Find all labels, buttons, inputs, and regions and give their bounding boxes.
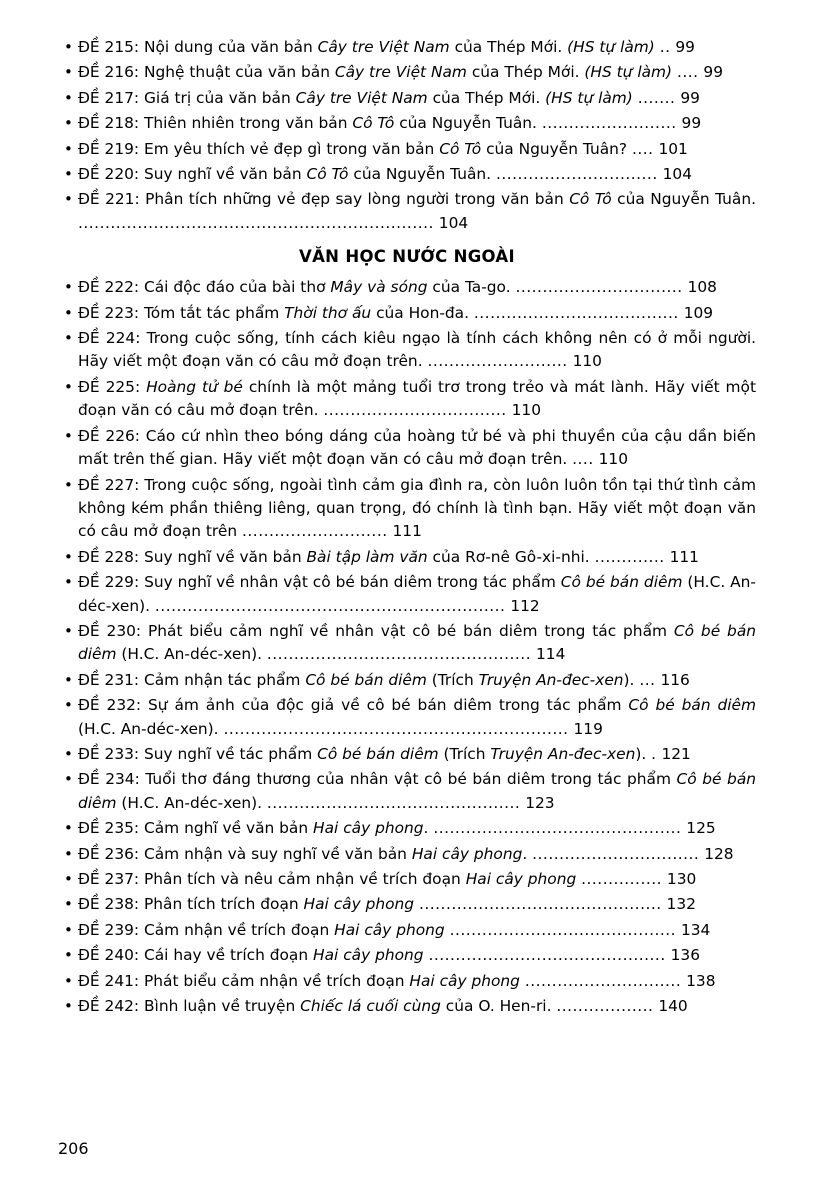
- toc-entry-label: ĐỀ 226:: [78, 426, 140, 445]
- list-item[interactable]: [58, 425, 756, 472]
- bullet-icon: [58, 694, 78, 717]
- list-item[interactable]: [58, 571, 756, 618]
- toc-entry-label: ĐỀ 215:: [78, 38, 140, 56]
- leader-dots: ..............................................: [433, 819, 682, 838]
- toc-entry: ĐỀ 227: Trong cuộc sống, ngoài tình cảm gia đình ra, còn luôn luôn tồn tại thứ tình cảm không kém phần thiêng liêng, quan trọng, đó chính là tình bạn. Hãy viết một đoạn văn có câu mở đoạn trên ........................... 111: [78, 475, 756, 541]
- leader-dots: ...: [639, 670, 656, 689]
- bullet-icon: [58, 817, 78, 840]
- leader-dots: ...............................: [532, 844, 700, 863]
- bullet-icon: [58, 188, 78, 211]
- leader-dots: .................................................................: [154, 596, 506, 615]
- toc-entry-page: 125: [686, 819, 716, 838]
- bullet-icon: [58, 843, 78, 866]
- bullet-icon: [58, 944, 78, 967]
- toc-entry-label: ĐỀ 227:: [78, 475, 140, 494]
- bullet-icon: [58, 571, 78, 594]
- leader-dots: ...........................: [242, 522, 388, 541]
- toc-entry: ĐỀ 235: Cảm nghĩ về văn bản Hai cây phong. .............................................. 125: [78, 819, 716, 838]
- bullet-icon: [58, 302, 78, 325]
- toc-entry-label: ĐỀ 242:: [78, 997, 140, 1016]
- toc-entry-label: ĐỀ 220:: [78, 165, 140, 184]
- leader-dots: ..................: [556, 997, 654, 1016]
- leader-dots: .................................................: [266, 645, 532, 664]
- list-item[interactable]: [58, 36, 756, 59]
- toc-entry-page: 110: [511, 401, 541, 420]
- bullet-icon: [58, 276, 78, 299]
- list-item[interactable]: [58, 327, 756, 374]
- toc-entry-label: ĐỀ 239:: [78, 920, 140, 939]
- leader-dots: ..................................................................: [78, 213, 434, 232]
- toc-entry: ĐỀ 242: Bình luận về truyện Chiếc lá cuối cùng của O. Hen-ri. .................. 140: [78, 997, 688, 1016]
- leader-dots: ..: [659, 38, 671, 56]
- leader-dots: .......: [637, 88, 676, 107]
- toc-entry: ĐỀ 238: Phân tích trích đoạn Hai cây phong ............................................. 132: [78, 895, 696, 914]
- toc-entry: ĐỀ 228: Suy nghĩ về văn bản Bài tập làm văn của Rơ-nê Gô-xi-nhi. ............. 111: [78, 547, 699, 566]
- toc-entry-label: ĐỀ 235:: [78, 819, 140, 838]
- toc-entry: ĐỀ 216: Nghệ thuật của văn bản Cây tre Việt Nam của Thép Mới. (HS tự làm) .... 99: [78, 63, 724, 82]
- toc-entry-label: ĐỀ 238:: [78, 895, 140, 914]
- toc-entry: ĐỀ 220: Suy nghĩ về văn bản Cô Tô của Nguyễn Tuân. .............................. 104: [78, 165, 693, 184]
- list-item[interactable]: [58, 995, 756, 1018]
- leader-dots: ......................................: [473, 303, 679, 322]
- list-item[interactable]: [58, 868, 756, 891]
- toc-entry-label: ĐỀ 218:: [78, 114, 140, 133]
- toc-entry-page: 134: [680, 920, 711, 939]
- toc-entry-page: 136: [670, 946, 701, 965]
- toc-entry: ĐỀ 217: Giá trị của văn bản Cây tre Việt Nam của Thép Mới. (HS tự làm) ....... 99: [78, 88, 700, 107]
- toc-entry: ĐỀ 218: Thiên nhiên trong văn bản Cô Tô của Nguyễn Tuân. ......................... 99: [78, 114, 702, 133]
- bullet-icon: [58, 893, 78, 916]
- list-item[interactable]: [58, 546, 756, 569]
- bullet-icon: [58, 546, 78, 569]
- bullet-icon: [58, 868, 78, 891]
- toc-entry-label: ĐỀ 234:: [78, 770, 140, 789]
- toc-entry-page: 130: [666, 870, 697, 888]
- toc-entry: ĐỀ 229: Suy nghĩ về nhân vật cô bé bán diêm trong tác phẩm Cô bé bán diêm (H.C. An-déc-xen). ................................................................. 112: [78, 573, 756, 615]
- list-item[interactable]: [58, 893, 756, 916]
- toc-entry-label: ĐỀ 228:: [78, 547, 140, 566]
- leader-dots: ....: [631, 139, 654, 158]
- bullet-icon: [58, 112, 78, 135]
- list-item[interactable]: [58, 163, 756, 186]
- list-item[interactable]: [58, 376, 756, 423]
- toc-entry-page: 109: [683, 303, 714, 322]
- toc-entry-label: ĐỀ 230:: [78, 621, 142, 640]
- toc-entry: ĐỀ 221: Phân tích những vẻ đẹp say lòng người trong văn bản Cô Tô của Nguyễn Tuân. .................................................................. 104: [78, 190, 756, 232]
- list-item[interactable]: [58, 138, 756, 161]
- toc-entry-page: 132: [666, 895, 696, 914]
- toc-entry-page: 128: [704, 844, 734, 863]
- toc-entry-label: ĐỀ 236:: [78, 844, 140, 863]
- toc-list-top: [58, 36, 756, 235]
- list-item[interactable]: [58, 694, 756, 741]
- leader-dots: ....: [676, 63, 699, 82]
- leader-dots: ...............: [581, 870, 663, 888]
- bullet-icon: [58, 87, 78, 110]
- bullet-icon: [58, 425, 78, 448]
- toc-entry-label: ĐỀ 237:: [78, 870, 140, 888]
- toc-entry-page: 99: [675, 38, 695, 56]
- toc-entry-label: ĐỀ 240:: [78, 946, 140, 965]
- toc-entry-page: 123: [525, 793, 555, 812]
- toc-entry-label: ĐỀ 222:: [78, 278, 140, 297]
- leader-dots: ..........................................: [449, 920, 677, 939]
- list-item[interactable]: [58, 817, 756, 840]
- toc-entry-page: 104: [438, 213, 469, 232]
- toc-entry-page: 104: [662, 165, 693, 184]
- toc-entry: ĐỀ 230: Phát biểu cảm nghĩ về nhân vật cô bé bán diêm trong tác phẩm Cô bé bán diêm (H.C. An-déc-xen). ................................................. 114: [78, 621, 757, 664]
- toc-entry-page: 138: [686, 971, 716, 990]
- toc-entry-page: 99: [703, 63, 724, 82]
- page-number: 206: [58, 1139, 89, 1158]
- toc-entry-label: ĐỀ 231:: [78, 670, 140, 689]
- toc-entry-label: ĐỀ 233:: [78, 744, 140, 763]
- toc-entry-page: 111: [392, 522, 422, 541]
- toc-entry: ĐỀ 241: Phát biểu cảm nhận về trích đoạn Hai cây phong ............................. 138: [78, 971, 716, 990]
- bullet-icon: [58, 36, 78, 59]
- bullet-icon: [58, 995, 78, 1018]
- toc-entry: ĐỀ 225: Hoàng tử bé chính là một mảng tuổi trơ trong trẻo và mát lành. Hãy viết một đoạn văn có câu mở đoạn trên. .................................. 110: [78, 377, 756, 420]
- toc-entry-page: 112: [510, 596, 540, 615]
- toc-entry-label: ĐỀ 217:: [78, 88, 140, 107]
- list-item[interactable]: [58, 970, 756, 993]
- toc-entry: ĐỀ 237: Phân tích và nêu cảm nhận về trích đoạn Hai cây phong ............... 130: [78, 870, 697, 888]
- toc-entry-label: ĐỀ 232:: [78, 696, 142, 715]
- list-item[interactable]: [58, 768, 756, 815]
- toc-entry: ĐỀ 231: Cảm nhận tác phẩm Cô bé bán diêm (Trích Truyện An-đec-xen). ... 116: [78, 670, 690, 689]
- toc-entry: ĐỀ 222: Cái độc đáo của bài thơ Mây và sóng của Ta-go. ............................... 108: [78, 278, 717, 297]
- leader-dots: .............................................: [418, 895, 662, 914]
- toc-entry-label: ĐỀ 224:: [78, 329, 141, 348]
- leader-dots: ..................................: [323, 401, 507, 420]
- toc-entry: ĐỀ 236: Cảm nhận và suy nghĩ về văn bản Hai cây phong. ............................... 128: [78, 844, 734, 863]
- bullet-icon: [58, 474, 78, 497]
- bullet-icon: [58, 327, 78, 350]
- toc-entry-page: 108: [687, 278, 717, 297]
- toc-entry-label: ĐỀ 216:: [78, 63, 140, 82]
- toc-entry-page: 110: [572, 352, 602, 371]
- toc-entry: ĐỀ 232: Sự ám ảnh của độc giả về cô bé bán diêm trong tác phẩm Cô bé bán diêm (H.C. An-déc-xen). ................................................................ 119: [78, 696, 756, 738]
- bullet-icon: [58, 163, 78, 186]
- bullet-icon: [58, 61, 78, 84]
- leader-dots: ..............................: [495, 165, 658, 184]
- list-item[interactable]: [58, 61, 756, 84]
- leader-dots: .............: [594, 547, 665, 566]
- toc-entry-page: 99: [680, 88, 700, 107]
- toc-entry: ĐỀ 239: Cảm nhận về trích đoạn Hai cây phong .......................................... 134: [78, 920, 711, 939]
- bullet-icon: [58, 376, 78, 399]
- leader-dots: ....: [572, 450, 594, 469]
- toc-entry: ĐỀ 215: Nội dung của văn bản Cây tre Việt Nam của Thép Mới. (HS tự làm) .. 99: [78, 38, 695, 56]
- list-item[interactable]: [58, 302, 756, 325]
- toc-entry-label: ĐỀ 219:: [78, 139, 140, 158]
- leader-dots: .............................: [524, 971, 682, 990]
- toc-entry-page: 116: [660, 670, 690, 689]
- toc-entry: ĐỀ 240: Cái hay về trích đoạn Hai cây phong ............................................ 136: [78, 946, 701, 965]
- bullet-icon: [58, 768, 78, 791]
- leader-dots: ...............................................: [266, 793, 521, 812]
- toc-entry: ĐỀ 219: Em yêu thích vẻ đẹp gì trong văn bản Cô Tô của Nguyễn Tuân? .... 101: [78, 139, 688, 158]
- toc-list-foreign-literature: [58, 276, 756, 1018]
- bullet-icon: [58, 919, 78, 942]
- list-item[interactable]: [58, 276, 756, 299]
- toc-entry: ĐỀ 233: Suy nghĩ về tác phẩm Cô bé bán diêm (Trích Truyện An-đec-xen). . 121: [78, 744, 691, 763]
- toc-entry: ĐỀ 224: Trong cuộc sống, tính cách kiêu ngạo là tính cách không nên có ở mỗi người. Hãy viết một đoạn văn có câu mở đoạn trên. .......................... 110: [78, 329, 756, 371]
- leader-dots: ................................................................: [223, 719, 569, 738]
- toc-entry-page: 101: [658, 139, 688, 158]
- bullet-icon: [58, 620, 78, 643]
- leader-dots: .: [651, 744, 657, 763]
- section-heading: VĂN HỌC NƯỚC NGOÀI: [299, 247, 515, 267]
- toc-entry-page: 111: [669, 547, 699, 566]
- toc-entry: ĐỀ 223: Tóm tắt tác phẩm Thời thơ ấu của Hon-đa. ...................................... 109: [78, 303, 714, 322]
- toc-entry-page: 121: [661, 744, 691, 763]
- bullet-icon: [58, 970, 78, 993]
- toc-entry-page: 114: [536, 645, 566, 664]
- toc-entry-page: 119: [573, 719, 603, 738]
- toc-entry-label: ĐỀ 223:: [78, 303, 140, 322]
- list-item[interactable]: [58, 620, 756, 667]
- bullet-icon: [58, 743, 78, 766]
- leader-dots: ..........................: [427, 352, 568, 371]
- toc-entry-label: ĐỀ 229:: [78, 573, 140, 592]
- list-item[interactable]: [58, 112, 756, 135]
- toc-entry: ĐỀ 226: Cáo cứ nhìn theo bóng dáng của hoàng tử bé và phi thuyền của cậu dần biến mất trên thế gian. Hãy viết một đoạn văn có câu mở đoạn trên. .... 110: [78, 426, 756, 469]
- bullet-icon: [58, 138, 78, 161]
- toc-entry-page: 99: [681, 114, 702, 133]
- toc-entry-label: ĐỀ 221:: [78, 190, 140, 209]
- list-item[interactable]: [58, 919, 756, 942]
- leader-dots: ............................................: [428, 946, 666, 965]
- list-item[interactable]: [58, 474, 756, 544]
- bullet-icon: [58, 669, 78, 692]
- leader-dots: ...............................: [515, 278, 683, 297]
- list-item[interactable]: [58, 669, 756, 692]
- toc-entry-page: 140: [658, 997, 688, 1016]
- list-item[interactable]: [58, 843, 756, 866]
- list-item[interactable]: [58, 743, 756, 766]
- toc-entry: ĐỀ 234: Tuổi thơ đáng thương của nhân vật cô bé bán diêm trong tác phẩm Cô bé bán diêm (H.C. An-déc-xen). ............................................... 123: [78, 770, 757, 812]
- list-item[interactable]: [58, 944, 756, 967]
- leader-dots: .........................: [541, 114, 677, 133]
- toc-entry-page: 110: [598, 450, 629, 469]
- list-item[interactable]: [58, 188, 756, 235]
- toc-entry-label: ĐỀ 241:: [78, 971, 140, 990]
- list-item[interactable]: [58, 87, 756, 110]
- toc-entry-label: ĐỀ 225:: [78, 377, 141, 396]
